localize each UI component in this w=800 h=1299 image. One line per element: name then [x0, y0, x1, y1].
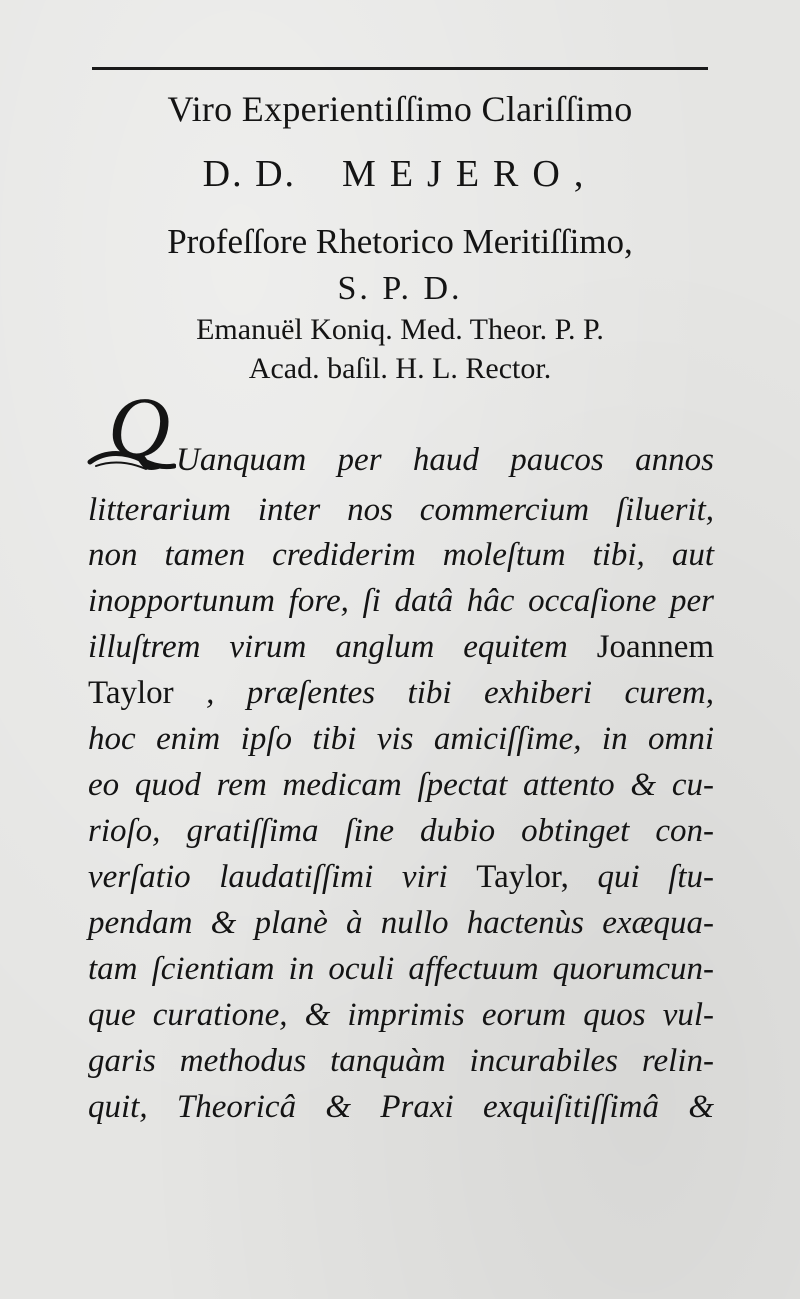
- body-line-7: hoc enim ipſo tibi vis amiciſſime, in omni: [88, 721, 714, 757]
- body-line-5-roman: Joannem: [596, 629, 715, 665]
- body-line-9: rioſo, gratiſſima ſine dubio obtinget con-: [88, 813, 714, 849]
- body-line-11: pendam & planè à nullo hactenùs exæqua-: [88, 905, 714, 941]
- dedication-line-5: Emanuël Koniq. Med. Theor. P. P.: [196, 313, 604, 346]
- dedication-line-3: Profeſſore Rhetorico Meritiſſimo,: [167, 222, 633, 261]
- body-line-5: [88, 629, 714, 666]
- body-line-8: eo quod rem medicam ſpectat attento & cu-: [88, 767, 714, 803]
- body-line-6-italic: , præſentes tibi exhiberi curem,: [206, 675, 715, 711]
- body-line-6-roman: Taylor: [88, 675, 174, 711]
- body-line-2: litterarium inter nos commercium ſiluerit,: [88, 492, 714, 528]
- body-line-13: que curatione, & imprimis eorum quos vul-: [88, 997, 714, 1033]
- dedication-line-6: Acad. baſil. H. L. Rector.: [248, 352, 552, 385]
- dedication-line-4: S. P. D.: [337, 270, 463, 307]
- body-line-12: tam ſcientiam in oculi affectuum quorumcun-: [88, 951, 714, 987]
- body-line-6: [88, 675, 714, 712]
- body-line-10: [88, 859, 714, 896]
- drop-cap-letter: Q: [108, 379, 171, 475]
- dedication-prefix: D. D.: [202, 153, 297, 195]
- body-line-10-end: qui ſtu-: [597, 859, 715, 895]
- dedication-line-2: [0, 152, 800, 196]
- body-line-10-roman: Taylor,: [476, 859, 569, 895]
- dedication-name: MEJERO,: [342, 153, 598, 195]
- top-rule: [92, 67, 708, 70]
- body-line-1: Uanquam per haud paucos annos: [176, 442, 714, 478]
- drop-cap: [86, 379, 176, 485]
- body-line-15: quit, Theoricâ & Praxi exquiſitiſſimâ &: [88, 1089, 714, 1125]
- body-line-5-italic: illuſtrem virum anglum equitem: [88, 629, 568, 665]
- body-line-14: garis methodus tanquàm incurabiles relin-: [88, 1043, 714, 1079]
- body-line-4: inopportunum fore, ſi datâ hâc occaſione per: [88, 583, 714, 619]
- body-line-3: non tamen crediderim moleſtum tibi, aut: [88, 537, 714, 573]
- body-line-10-italic: verſatio laudatiſſimi viri: [88, 859, 448, 895]
- dedication-line-1: Viro Experientiſſimo Clariſſimo: [167, 89, 633, 129]
